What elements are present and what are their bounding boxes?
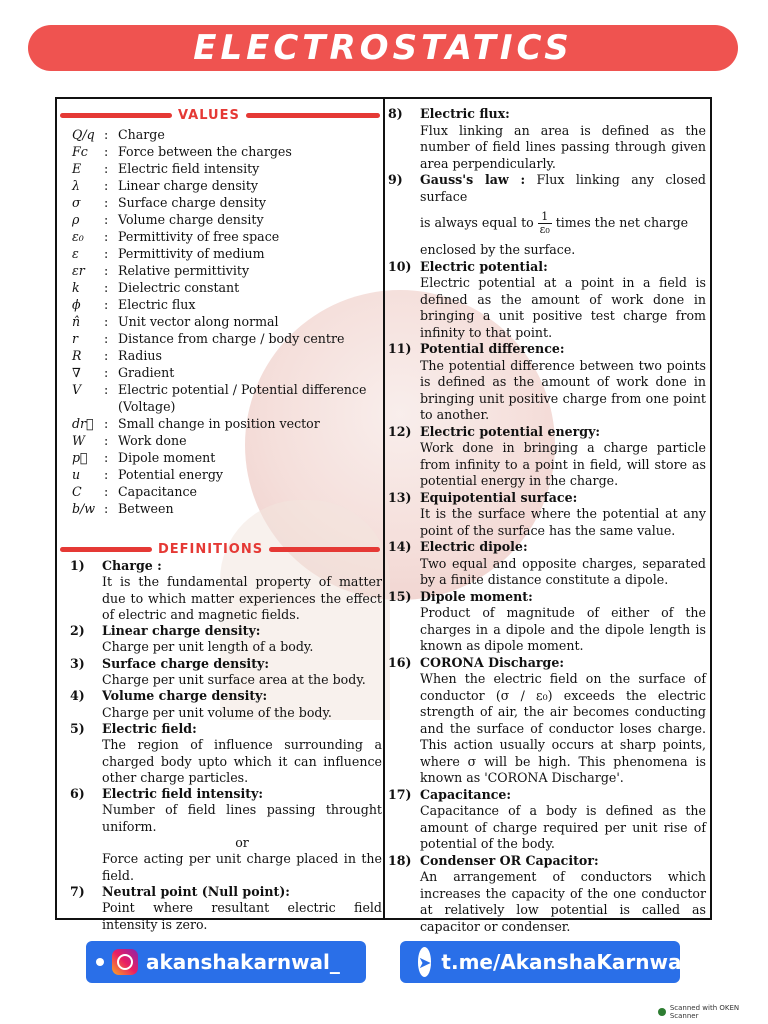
definition-body (420, 172, 706, 259)
value-row (60, 449, 382, 466)
value-symbol: εr (72, 263, 85, 278)
instagram-handle: akanshakarnwal_ (146, 950, 340, 974)
value-colon: : (104, 246, 109, 261)
definition-number: 3) (70, 655, 85, 671)
value-description: Gradient (118, 365, 175, 380)
value-description: Distance from charge / body centre (118, 331, 345, 346)
definition-number: 5) (70, 720, 85, 736)
instagram-icon (112, 949, 138, 975)
definition-heading: Condenser OR Capacitor: (420, 852, 599, 868)
heading-rule (269, 547, 380, 552)
value-row (60, 228, 382, 245)
value-description: Work done (118, 433, 187, 448)
definition-number: 16) (388, 654, 412, 670)
value-colon: : (104, 229, 109, 244)
definition-text: It is the fundamental property of matter due to which matter experiences the effect of electric and magnetic fields. (102, 574, 382, 622)
definition-heading: Dipole moment: (420, 588, 533, 604)
values-heading (60, 108, 380, 122)
value-description: Surface charge density (118, 195, 266, 210)
value-colon: : (104, 178, 109, 193)
definition-text: Capacitance of a body is defined as the amount of charge required per unit rise of potential of the body. (420, 803, 706, 851)
value-symbol: σ (72, 195, 81, 210)
value-description: Capacitance (118, 484, 197, 499)
value-description: Radius (118, 348, 162, 363)
definition-body (420, 787, 706, 853)
definition-number: 13) (388, 489, 412, 505)
definition-heading: Electric field intensity: (102, 786, 264, 802)
value-description: Electric field intensity (118, 161, 260, 176)
definition-body (102, 623, 382, 656)
definition-number: 15) (388, 588, 412, 604)
gauss-text-b: times the net charge (555, 215, 689, 230)
value-description: Force between the charges (118, 144, 292, 159)
value-colon: : (104, 467, 109, 482)
value-symbol: Fc (72, 144, 88, 159)
definition-body (420, 106, 706, 172)
value-row (60, 160, 382, 177)
instagram-link[interactable] (86, 941, 366, 983)
value-row (60, 381, 382, 415)
value-colon: : (104, 161, 109, 176)
definition-body (102, 688, 382, 721)
definition-heading: Electric potential energy: (420, 423, 601, 439)
definition-number: 2) (70, 623, 85, 639)
value-row (60, 466, 382, 483)
definition-number: 14) (388, 539, 412, 554)
fraction-denominator: ε₀ (539, 223, 550, 236)
value-colon: : (104, 484, 109, 499)
definition-number: 9) (388, 172, 403, 187)
heading-rule (60, 547, 152, 552)
gauss-line (420, 211, 706, 236)
definition-heading: Charge : (102, 558, 162, 573)
values-heading-label: VALUES (178, 107, 240, 123)
definition-text: It is the surface where the potential at any point of the surface has the same value. (420, 506, 706, 538)
definition-number: 18) (388, 852, 412, 868)
value-row (60, 432, 382, 449)
scanner-text: Scanned with OKEN Scanner (669, 1004, 740, 1020)
value-symbol: k (72, 280, 80, 295)
definition-item (388, 655, 706, 787)
value-colon: : (104, 433, 109, 448)
definition-item (388, 106, 706, 172)
value-row (60, 211, 382, 228)
value-symbol: ϕ (72, 297, 81, 312)
definition-item (70, 786, 382, 884)
column-divider (383, 97, 385, 920)
value-row (60, 177, 382, 194)
definition-text: Product of magnitude of either of the charges in a dipole and the dipole length is known as dipole moment. (420, 605, 706, 653)
definition-number: 17) (388, 786, 412, 802)
definition-text: The region of influence surrounding a charged body upto which it can influence other charge particles. (102, 737, 382, 785)
value-symbol: V (72, 382, 82, 397)
definitions-heading (60, 542, 380, 556)
value-colon: : (104, 331, 109, 346)
value-description: Permittivity of medium (118, 246, 265, 261)
definition-item (70, 656, 382, 689)
telegram-icon: ➤ (418, 947, 431, 977)
definition-item (388, 172, 706, 259)
telegram-handle: t.me/AkanshaKarnwal (441, 950, 689, 974)
definition-text: An arrangement of conductors which increases the capacity of the one conductor at relatively low potential is called as capacitor or condenser. (420, 869, 706, 934)
definition-item (388, 341, 706, 424)
value-description: Dielectric constant (118, 280, 240, 295)
value-symbol: Q/q (72, 127, 95, 142)
definition-item (388, 787, 706, 853)
definition-heading: Linear charge density: (102, 623, 261, 639)
fraction-numerator: 1 (541, 210, 549, 223)
definition-heading: CORONA Discharge: (420, 654, 564, 670)
definition-number: 11) (388, 341, 412, 356)
value-row (60, 296, 382, 313)
definition-inline-text: Flux linking any closed surface (420, 172, 706, 204)
definition-item (388, 424, 706, 490)
definition-text: When the electric field on the surface of conductor (σ / ε₀) exceeds the electric strength of air, the air becomes conducting and the surface of conductor loses charge. This action usually occurs at sharp points, where σ will be high. This phenomena is known as 'CORONA Discharge'. (420, 671, 706, 785)
value-colon: : (104, 144, 109, 159)
scanner-logo-icon (658, 1008, 666, 1016)
value-symbol: r (72, 331, 79, 346)
value-row (60, 245, 382, 262)
definition-body (102, 721, 382, 786)
definition-number: 6) (70, 786, 85, 802)
definitions-list (70, 558, 382, 933)
definition-item (70, 884, 382, 933)
definition-body (102, 884, 382, 933)
value-colon: : (104, 416, 109, 431)
definition-heading: Neutral point (Null point): (102, 883, 290, 899)
value-description: Linear charge density (118, 178, 258, 193)
value-colon: : (104, 280, 109, 295)
value-colon: : (104, 501, 109, 516)
value-symbol: p⃗ (72, 450, 88, 465)
value-symbol: E (72, 161, 82, 176)
value-row (60, 364, 382, 381)
definition-heading: Surface charge density: (102, 655, 269, 671)
value-row (60, 143, 382, 160)
title-banner (28, 25, 738, 71)
value-row (60, 194, 382, 211)
definition-body (420, 589, 706, 655)
value-description: Potential energy (118, 467, 224, 482)
value-colon: : (104, 314, 109, 329)
value-symbol: ∇ (72, 365, 81, 380)
definition-text: The potential difference between two points is defined as the amount of work done in bringing unit positive charge from one point to another. (420, 357, 706, 422)
definition-heading: Electric dipole: (420, 539, 528, 554)
value-symbol: ρ (72, 212, 80, 227)
value-symbol: ε₀ (72, 229, 84, 244)
definitions-heading-label: DEFINITIONS (158, 541, 264, 557)
value-row (60, 262, 382, 279)
definition-body (102, 656, 382, 689)
value-row (60, 330, 382, 347)
value-symbol: u (72, 467, 81, 482)
definition-text: Charge per unit volume of the body. (102, 704, 332, 720)
definition-body (420, 539, 706, 589)
definition-item (70, 721, 382, 786)
definition-text: Number of field lines passing throught uniform. (102, 802, 382, 834)
definition-body (420, 259, 706, 342)
definitions-list-right (388, 106, 706, 935)
definition-item (388, 490, 706, 540)
values-list (60, 126, 382, 517)
value-symbol: n̂ (72, 314, 81, 329)
value-description: Electric potential / Potential difference (Voltage) (118, 382, 367, 414)
value-description: Relative permittivity (118, 263, 250, 278)
definition-heading: Electric flux: (420, 106, 510, 121)
definition-body (420, 490, 706, 540)
value-description: Volume charge density (118, 212, 264, 227)
definition-body (102, 786, 382, 884)
value-description: Electric flux (118, 297, 196, 312)
value-description: Permittivity of free space (118, 229, 280, 244)
value-colon: : (104, 382, 109, 397)
value-description: Small change in position vector (118, 416, 320, 431)
definition-body (420, 853, 706, 936)
value-colon: : (104, 348, 109, 363)
value-symbol: C (72, 484, 82, 499)
definition-number: 4) (70, 688, 85, 704)
definition-body (420, 655, 706, 787)
definition-body (420, 424, 706, 490)
definition-body (102, 558, 382, 623)
definition-text: Electric potential at a point in a field is defined as the amount of work done in bringing a unit positive test charge from infinity to that point. (420, 275, 706, 340)
definition-number: 7) (70, 883, 85, 899)
definition-text: Work done in bringing a charge particle from infinity to a point in field, will store as potential energy in the charge. (420, 440, 706, 488)
page-title: ELECTROSTATICS (193, 28, 573, 68)
value-row (60, 126, 382, 143)
definition-number: 8) (388, 106, 403, 121)
gauss-text-a: is always equal to (420, 215, 534, 230)
definition-heading: Gauss's law : (420, 172, 526, 187)
definition-item (70, 623, 382, 656)
definition-text: Flux linking an area is defined as the number of field lines passing through given area perpendicularly. (420, 122, 706, 171)
value-colon: : (104, 263, 109, 278)
definition-number: 10) (388, 258, 412, 274)
value-colon: : (104, 127, 109, 142)
value-colon: : (104, 450, 109, 465)
value-description: Charge (118, 127, 165, 142)
value-description: Unit vector along normal (118, 314, 279, 329)
definition-item (388, 853, 706, 936)
value-symbol: R (72, 348, 82, 363)
definition-or: or (235, 835, 249, 851)
gauss-fraction (538, 211, 552, 236)
telegram-link[interactable] (400, 941, 689, 983)
value-row (60, 483, 382, 500)
value-colon: : (104, 212, 109, 227)
value-symbol: λ (72, 178, 80, 193)
heading-rule (246, 113, 380, 118)
definition-heading: Electric field: (102, 720, 197, 736)
definition-heading: Equipotential surface: (420, 489, 578, 505)
heading-rule (60, 113, 172, 118)
definition-item (388, 589, 706, 655)
definition-number: 1) (70, 558, 85, 573)
definition-item (388, 539, 706, 589)
definition-text: Charge per unit surface area at the body. (102, 672, 366, 688)
definition-heading: Volume charge density: (102, 688, 268, 704)
definition-text-alt: Force acting per unit charge placed in the field. (102, 851, 382, 883)
value-colon: : (104, 365, 109, 380)
value-symbol: ε (72, 246, 79, 261)
value-symbol: dr⃗ (72, 416, 94, 431)
value-description: Between (118, 501, 174, 516)
definition-item (70, 558, 382, 623)
value-row (60, 415, 382, 432)
bullet-dot (96, 958, 104, 966)
gauss-text-c: enclosed by the surface. (420, 242, 576, 257)
definition-text: Point where resultant electric field intensity is zero. (102, 900, 382, 932)
value-colon: : (104, 195, 109, 210)
definition-body (420, 341, 706, 424)
value-row (60, 313, 382, 330)
value-colon: : (104, 297, 109, 312)
definition-text: Charge per unit length of a body. (102, 639, 314, 655)
definition-item (70, 688, 382, 721)
value-row (60, 279, 382, 296)
value-row (60, 500, 382, 517)
definition-heading: Electric potential: (420, 258, 548, 274)
value-row (60, 347, 382, 364)
value-symbol: W (72, 433, 85, 448)
definition-item (388, 259, 706, 342)
value-symbol: b/w (72, 501, 96, 516)
scanner-watermark (658, 1004, 768, 1020)
definition-heading: Capacitance: (420, 786, 512, 802)
definition-text: Two equal and opposite charges, separated by a finite distance constitute a dipole. (420, 555, 706, 587)
definition-number: 12) (388, 423, 412, 439)
value-description: Dipole moment (118, 450, 216, 465)
definition-heading: Potential difference: (420, 341, 565, 356)
